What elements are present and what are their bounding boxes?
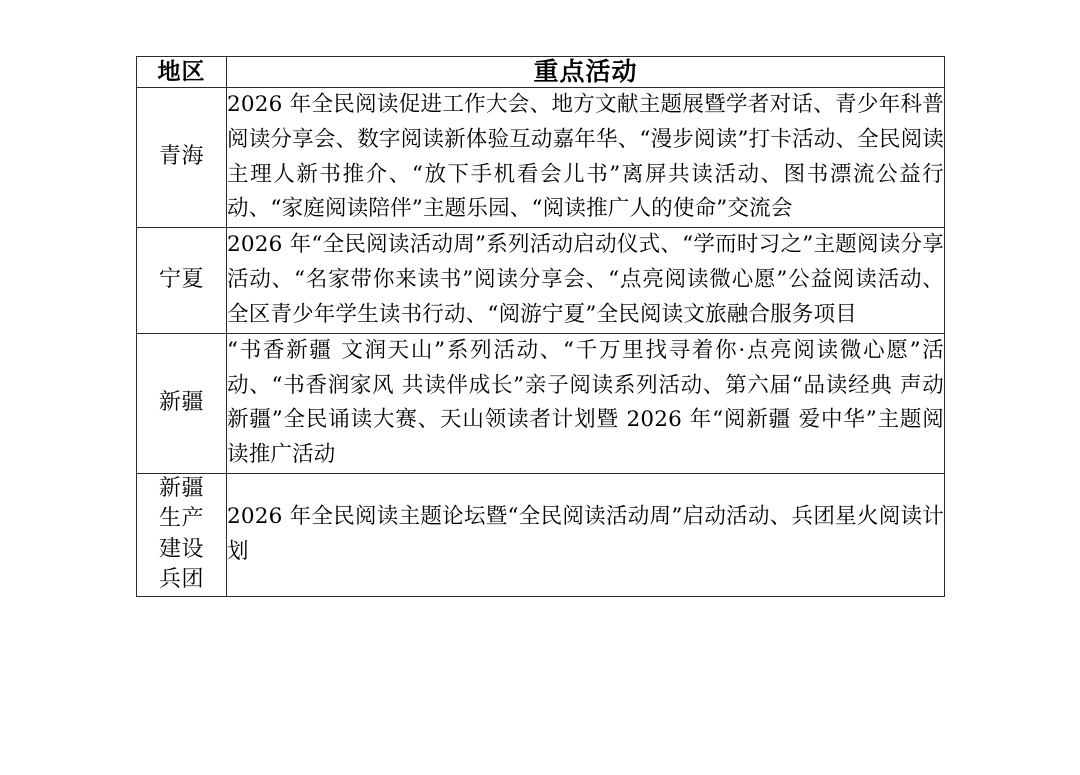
activity-paragraph: 2026 年全民阅读主题论坛暨“全民阅读活动周”启动活动、兵团星火阅读计划 — [227, 504, 944, 564]
region-line: 兵团 — [158, 567, 204, 593]
region-line: 新疆 — [158, 476, 204, 502]
activity-text — [227, 228, 945, 333]
activity-text — [227, 88, 945, 228]
region-name: 青海 — [137, 88, 227, 228]
header-activity: 重点活动 — [227, 57, 945, 88]
region-line: 生产 — [158, 506, 204, 532]
region-name: 宁夏 — [137, 228, 227, 333]
activity-paragraph: 2026 年“全民阅读活动周”系列活动启动仪式、“学而时习之”主题阅读分享活动、“名家带你来读书”阅读分享会、“点亮阅读微心愿”公益阅读活动、全区青少年学生读书行动、“阅游宁夏”全民阅读文旅融合服务项目 — [227, 232, 944, 327]
activity-table — [136, 56, 945, 597]
table-row — [137, 228, 945, 333]
table-row — [137, 88, 945, 228]
region-line: 建设 — [158, 536, 204, 562]
region-name-stacked — [137, 474, 227, 596]
header-region: 地区 — [137, 57, 227, 88]
activity-text — [227, 333, 945, 473]
activity-text — [227, 474, 945, 596]
table-row — [137, 333, 945, 473]
table-header-row — [137, 57, 945, 88]
activity-paragraph: “书香新疆 文润天山”系列活动、“千万里找寻着你·点亮阅读微心愿”活动、“书香润家风 共读伴成长”亲子阅读系列活动、第六届“品读经典 声动新疆”全民诵读大赛、天山领读者计划暨 2026 年“阅新疆 爱中华”主题阅读推广活动 — [227, 337, 944, 468]
table-row — [137, 474, 945, 596]
region-name: 新疆 — [137, 333, 227, 473]
activity-paragraph: 2026 年全民阅读促进工作大会、地方文献主题展暨学者对话、青少年科普阅读分享会、数字阅读新体验互动嘉年华、“漫步阅读”打卡活动、全民阅读主理人新书推介、“放下手机看会儿书”离屏共读活动、图书漂流公益行动、“家庭阅读陪伴”主题乐园、“阅读推广人的使命”交流会 — [227, 92, 944, 222]
